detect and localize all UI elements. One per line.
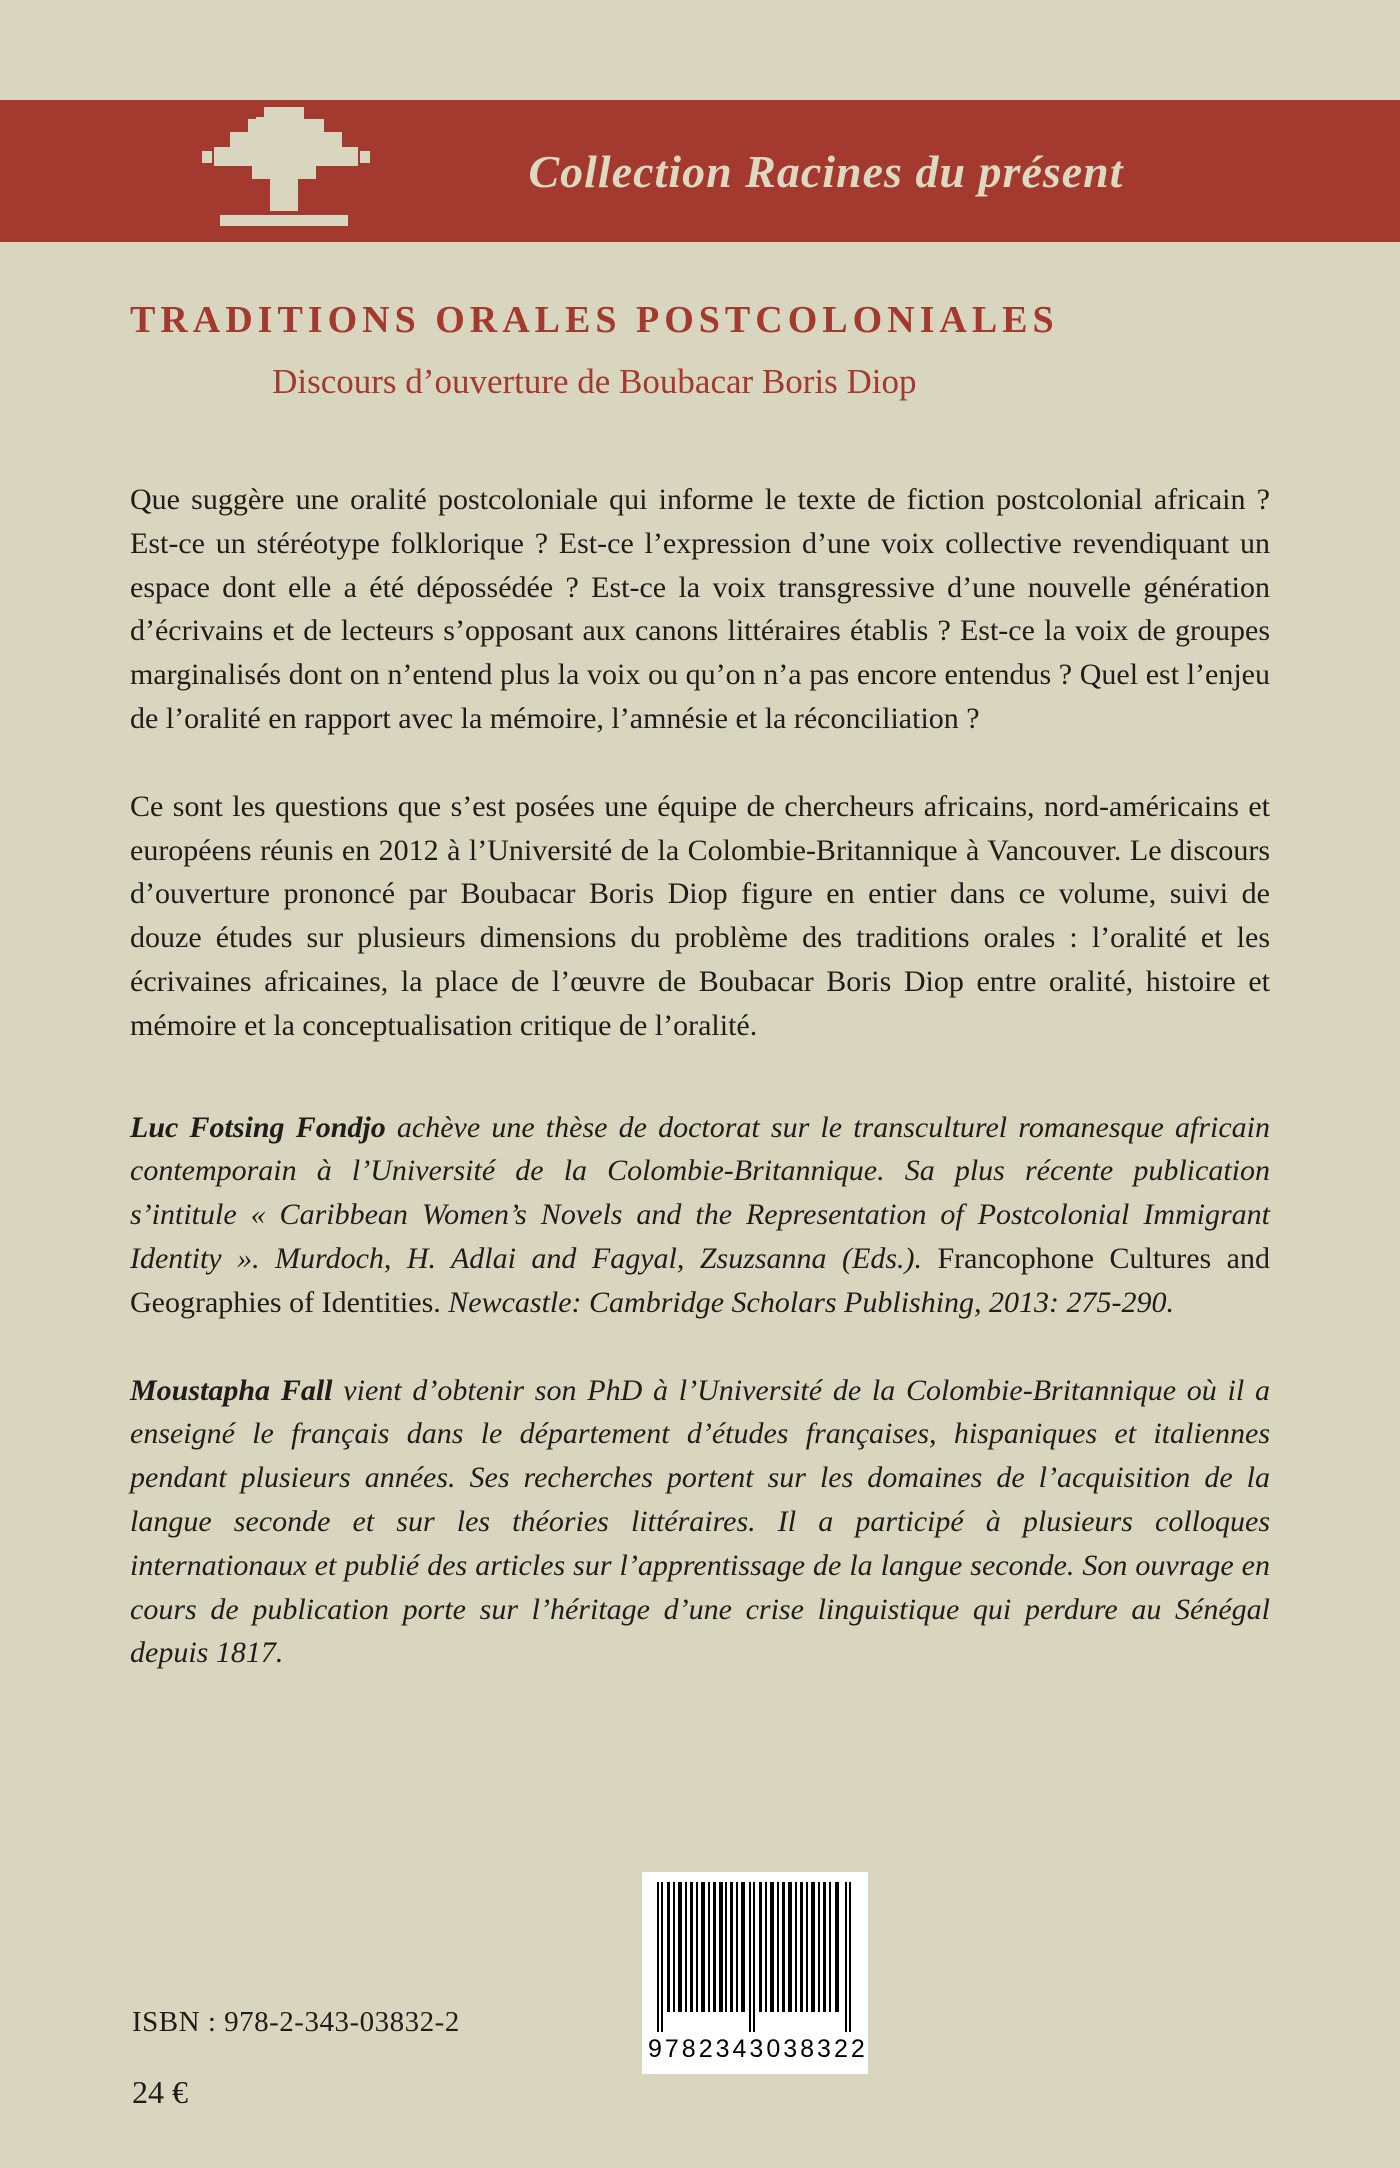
barcode bbox=[642, 1872, 868, 2074]
book-title: TRADITIONS ORALES POSTCOLONIALES bbox=[130, 299, 1059, 341]
isbn-label: ISBN : 978-2-343-03832-2 bbox=[132, 2006, 460, 2038]
back-cover-text bbox=[130, 478, 1270, 1719]
bio-text-roman: Francophone Cultures and Geographies of Identities. bbox=[130, 1241, 1270, 1319]
bio-text-italic-1: achève une thèse de doctorat sur le transculturel romanesque africain contemporain à l’Université de la Colombie-Britannique. Sa plus récente publication s’intitule « Caribbean Women’s Novels and the Representation of Postcolonial Immigrant Identity ». Murdoch, H. Adlai and Fagyal, Zsuzsanna (Eds.). bbox=[130, 1110, 1270, 1275]
book-subtitle: Discours d’ouverture de Boubacar Boris Diop bbox=[272, 362, 917, 401]
publisher-tree-logo-icon bbox=[200, 107, 372, 235]
price-label: 24 € bbox=[132, 2074, 188, 2110]
collection-banner bbox=[0, 100, 1400, 242]
synopsis-paragraph-1: Que suggère une oralité postcoloniale qui informe le texte de fiction postcolonial africain ? Est-ce un stéréotype folklorique ? Est-ce l’expression d’une voix collective revendiquant un espace dont elle a été dépossédée ? Est-ce la voix transgressive d’une nouvelle génération d’écrivains et de lecteurs s’opposant aux canons littéraires établis ? Est-ce la voix de groupes marginalisés dont on n’entend plus la voix ou qu’on n’a pas encore entendus ? Quel est l’enjeu de l’oralité en rapport avec la mémoire, l’amnésie et la réconciliation ? bbox=[130, 483, 1270, 735]
author-name: Luc Fotsing Fondjo bbox=[130, 1110, 386, 1144]
author-bio-moustapha-fall bbox=[130, 1369, 1270, 1676]
synopsis-paragraph-2: Ce sont les questions que s’est posées une équipe de chercheurs africains, nord-américains et européens réunis en 2012 à l’Université de la Colombie-Britannique à Vancouver. Le discours d’ouverture prononcé par Boubacar Boris Diop figure en entier dans ce volume, suivi de douze études sur plusieurs dimensions du problème des traditions orales : l’oralité et les écrivaines africaines, la place de l’œuvre de Boubacar Boris Diop entre oralité, histoire et mémoire et la conceptualisation critique de l’oralité. bbox=[130, 789, 1270, 1042]
title-block bbox=[130, 298, 1059, 402]
collection-title: Collection Racines du présent bbox=[528, 145, 1124, 197]
author-name: Moustapha Fall bbox=[130, 1373, 333, 1407]
barcode-number: 9782343038322 bbox=[648, 2035, 868, 2063]
bio-text-italic-2: Newcastle: Cambridge Scholars Publishing, 2013: 275-290. bbox=[440, 1285, 1175, 1319]
bio-text: vient d’obtenir son PhD à l’Université de la Colombie-Britannique où il a enseigné le français dans le département d’études françaises, hispaniques et italiennes pendant plusieurs années. Ses recherches portent sur les domaines de l’acquisition de la langue seconde et sur les théories littéraires. Il a participé à plusieurs colloques internationaux et publié des articles sur l’apprentissage de la langue seconde. Son ouvrage en cours de publication porte sur l’héritage d’une crise linguistique qui perdure au Sénégal depuis 1817. bbox=[130, 1373, 1271, 1670]
author-bio-luc-fotsing-fondjo bbox=[130, 1106, 1270, 1325]
